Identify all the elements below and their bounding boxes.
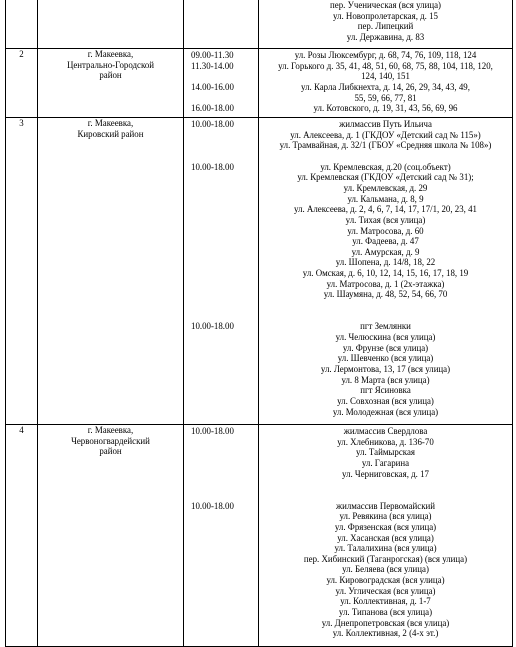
address-line: ул. Трамвайная, д. 32/1 (ГБОУ «Средняя школа № 108») [279,140,492,151]
time-range: 14.00-16.00 [191,81,234,92]
address-cell [259,0,513,49]
address-line: ул. Челюскина (вся улица) [335,332,436,342]
address-line: ул. Ревякина (вся улица) [339,511,432,522]
time-cell [184,118,259,425]
district-cell [38,0,184,49]
address-line: ул. Котовского, д. 19, 31, 43, 56, 69, 96 [313,103,458,114]
address-line: жилмассив Путь Ильича [339,119,432,129]
address-line: ул. Кремлевская, д. 29 [343,182,428,193]
table-row [6,118,513,425]
address-cell [259,118,513,425]
time-range: 10.00-18.00 [191,500,234,511]
address-line: ул. Хасанская (вся улица) [337,532,434,543]
address-line: пгт Землянки [360,321,411,332]
address-line: ул. Тихая (вся улица) [345,214,426,225]
address-line: пер. Липецкий [357,21,414,32]
address-line: ул. Таймырская [356,447,415,458]
address-line: ул. Лермонтова, 13, 17 (вся улица) [320,363,451,374]
address-cell [259,49,513,118]
address-line: 55, 59, 66, 77, 81 [354,92,417,103]
address-line: ул. Черниговская, д. 17 [342,468,429,479]
address-line: ул. Хлебникова, д. 136-70 [337,436,434,447]
address-line: ул. Алексеева, д. 1 (ГКДОУ «Детский сад № 115») [290,129,481,140]
address-line: 124, 140, 151 [361,71,410,82]
address-line: жилмассив Свердлова [343,426,428,436]
address-line: ул. Совхозная (вся улица) [337,395,434,406]
time-cell [184,0,259,49]
address-line: ул. Розы Люксембург, д. 68, 74, 76, 109, 118, 124 [294,50,477,60]
time-cell [184,49,259,118]
time-range: 10.00-18.00 [191,161,234,172]
address-line: ул. Новопролетарская, д. 15 [333,10,438,21]
time-range: 10.00-18.00 [191,426,234,436]
address-line: ул. Карла Либкнехта, д. 14, 26, 29, 34, 43, 49, [301,81,470,92]
time-range: 16.00-18.00 [191,103,234,114]
address-line: пер. Ученическая (вся улица) [330,0,441,10]
time-range: 10.00-18.00 [191,321,234,332]
row-number: 2 [6,49,38,118]
address-line: ул. Шаумяна, д. 48, 52, 54, 66, 70 [323,289,448,300]
schedule-table [5,0,513,647]
district-name: г. Макеевка, Кировский район [38,118,184,425]
address-line: ул. Алексеева, д. 2, 4, 6, 7, 14, 17, 17/1, 20, 23, 41 [294,204,477,215]
address-line: ул. Кировоградская (вся улица) [326,575,445,586]
address-line: ул. Типанова (вся улица) [338,607,433,618]
address-cell [259,425,513,647]
address-line: пгт Ясиновка [360,385,411,396]
address-line: ул. Коллективная, д. 1-7 [340,596,431,607]
address-line: ул. Углическая (вся улица) [335,585,436,596]
time-range: 11.30-14.00 [191,60,234,71]
district-name: г. Макеевка, Центрально-Городской район [38,49,184,118]
address-line: ул. Беляева (вся улица) [342,564,429,575]
address-line: ул. Кальмана, д. 8, 9 [347,193,424,204]
address-line: ул. Фрунзе (вся улица) [342,342,429,353]
time-range: 10.00-18.00 [191,119,234,129]
address-line: ул. 8 Марта (вся улица) [341,374,430,385]
address-line: ул. Молодежная (вся улица) [332,406,439,417]
time-cell [184,425,259,647]
address-line: жилмассив Первомайский [335,500,436,511]
address-line: ул. Днепропетровская (вся улица) [321,617,450,628]
address-line: ул. Гагарина [361,457,410,468]
address-line: ул. Омская, д. 6, 10, 12, 14, 15, 16, 17, 18, 19 [302,268,469,279]
row-number-cell [6,0,38,49]
address-line: ул. Талалихина (вся улица) [334,543,437,554]
row-number: 3 [6,118,38,425]
table-row [6,425,513,647]
address-line: пер. Хибинский (Таганрогская) (вся улица) [303,553,468,564]
address-line: ул. Горького д. 35, 41, 48, 51, 60, 68, 75, 88, 104, 118, 120, [278,60,493,71]
address-line: ул. Державина, д. 83 [346,31,425,42]
table-row [6,49,513,118]
address-line: ул. Кремлевская (ГКДОУ «Детский сад № 31); [297,172,474,183]
address-line: ул. Кремлевская, д.20 (соц.объект) [320,161,451,172]
address-line: ул. Фадеева, д. 47 [352,236,419,247]
address-line: ул. Фрязенская (вся улица) [334,521,437,532]
address-line: ул. Коллективная, 2 (4-х эт.) [332,628,439,639]
address-line: ул. Шопена, д. 14/8, 18, 22 [335,257,436,268]
table-row [6,0,513,49]
time-range: 09.00-11.30 [191,50,234,60]
address-line: ул. Матросова, д. 1 (2х-этажка) [326,278,445,289]
address-line: ул. Матросова, д. 60 [347,225,424,236]
address-line: ул. Амурская, д. 9 [351,246,420,257]
address-line: ул. Шевченко (вся улица) [337,353,434,364]
district-name: г. Макеевка, Червоногвардейский район [38,425,184,647]
row-number: 4 [6,425,38,647]
